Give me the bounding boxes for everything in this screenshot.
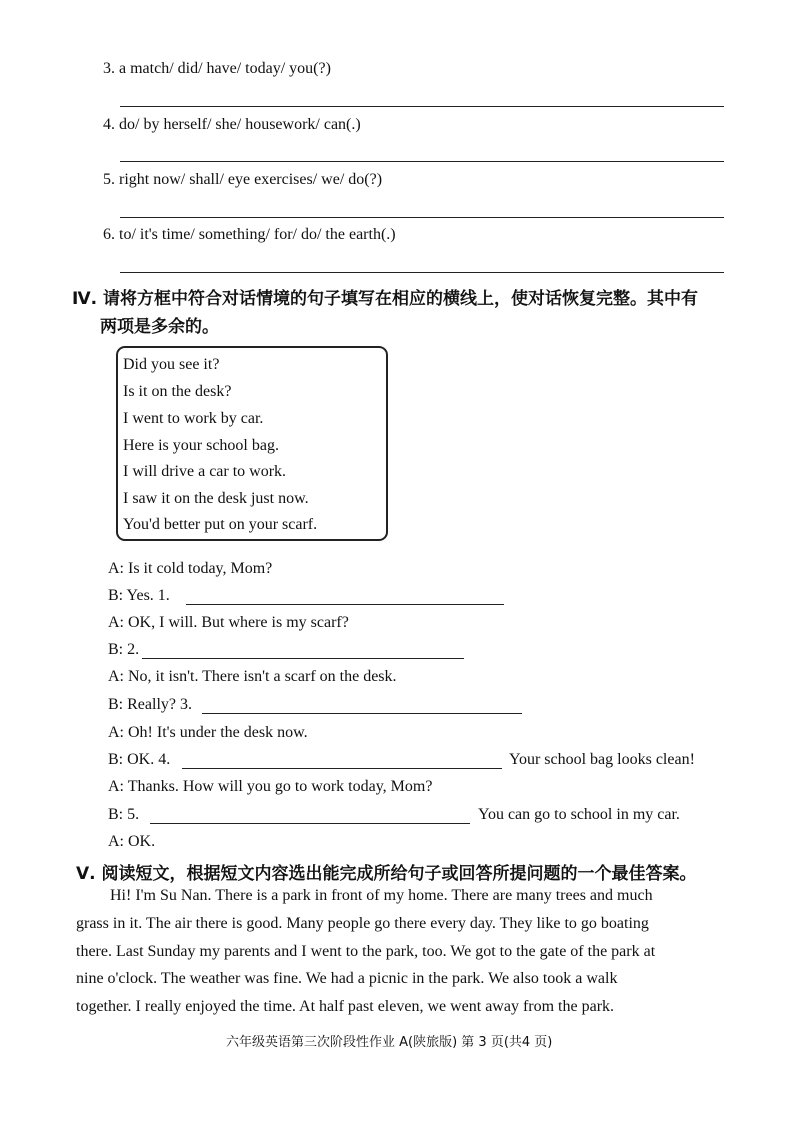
dialog-line-2: B: Yes. 1. [108, 587, 170, 604]
blank-4[interactable] [182, 768, 502, 769]
blank-3[interactable] [202, 713, 522, 714]
answer-line-3[interactable] [120, 106, 724, 107]
dialog-line-11: A: OK. [108, 833, 156, 850]
option-5: I will drive a car to work. [123, 463, 287, 480]
blank-5[interactable] [150, 823, 470, 824]
blank-1[interactable] [186, 604, 504, 605]
question-4: 4. do/ by herself/ she/ housework/ can(.) [103, 116, 361, 133]
question-6: 6. to/ it's time/ something/ for/ do/ the earth(.) [103, 226, 396, 243]
option-6: I saw it on the desk just now. [123, 490, 309, 507]
passage-line-5: together. I really enjoyed the time. At half past eleven, we went away from the park. [76, 998, 615, 1015]
answer-line-4[interactable] [120, 161, 724, 162]
dialog-line-8-tail: Your school bag looks clean! [509, 751, 695, 768]
answer-line-5[interactable] [120, 217, 724, 218]
dialog-line-10-tail: You can go to school in my car. [478, 806, 680, 823]
passage-line-1: Hi! I'm Su Nan. There is a park in front of my home. There are many trees and much [110, 887, 653, 904]
passage-line-4: nine o'clock. The weather was fine. We had a picnic in the park. We also took a walk [76, 970, 618, 987]
dialog-line-6: B: Really? 3. [108, 696, 192, 713]
question-5: 5. right now/ shall/ eye exercises/ we/ do(?) [103, 171, 383, 188]
dialog-line-4: B: 2. [108, 641, 140, 658]
option-2: Is it on the desk? [123, 383, 232, 400]
passage-line-3: there. Last Sunday my parents and I went to the park, too. We got to the gate of the park at [76, 943, 656, 960]
question-3: 3. a match/ did/ have/ today/ you(?) [103, 60, 331, 77]
page-footer: 六年级英语第三次阶段性作业 A(陕旅版) 第 3 页(共4 页) [226, 1035, 553, 1050]
dialog-line-3: A: OK, I will. But where is my scarf? [108, 614, 349, 631]
section-4-heading-line2: 两项是多余的。 [100, 317, 219, 337]
dialog-line-8: B: OK. 4. [108, 751, 171, 768]
dialog-line-7: A: Oh! It's under the desk now. [108, 724, 308, 741]
dialog-line-10: B: 5. [108, 806, 140, 823]
option-4: Here is your school bag. [123, 437, 279, 454]
option-1: Did you see it? [123, 356, 220, 373]
option-3: I went to work by car. [123, 410, 264, 427]
dialog-line-9: A: Thanks. How will you go to work today, Mom? [108, 778, 433, 795]
dialog-line-5: A: No, it isn't. There isn't a scarf on the desk. [108, 668, 397, 685]
passage-line-2: grass in it. The air there is good. Many people go there every day. They like to go boating [76, 915, 649, 932]
blank-2[interactable] [142, 658, 464, 659]
section-4-heading-line1: Ⅳ. 请将方框中符合对话情境的句子填写在相应的横线上，使对话恢复完整。其中有 [72, 289, 699, 309]
dialog-line-1: A: Is it cold today, Mom? [108, 560, 273, 577]
section-5-heading: Ⅴ. 阅读短文，根据短文内容选出能完成所给句子或回答所提问题的一个最佳答案。 [76, 864, 697, 884]
option-7: You'd better put on your scarf. [123, 516, 318, 533]
answer-line-6[interactable] [120, 272, 724, 273]
